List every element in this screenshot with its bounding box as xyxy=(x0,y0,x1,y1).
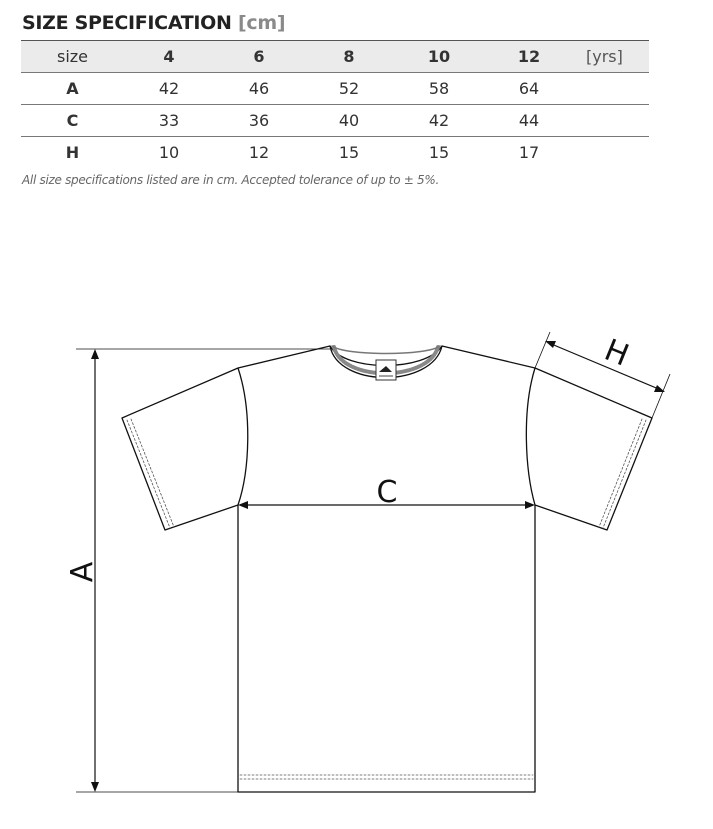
table-cell: 12 xyxy=(248,143,270,162)
dimension-a xyxy=(76,349,330,792)
table-cell: 52 xyxy=(338,79,360,98)
table-cell: 17 xyxy=(518,143,540,162)
table-cell: 46 xyxy=(248,79,270,98)
label-a: A xyxy=(65,561,100,583)
table-cell: 58 xyxy=(428,79,450,98)
header-size-8: 8 xyxy=(343,47,355,66)
table-cell: 15 xyxy=(428,143,450,162)
header-size-label: size xyxy=(56,47,89,66)
table-cell: 42 xyxy=(158,79,180,98)
header-unit: [yrs] xyxy=(586,47,623,66)
table-cell: 42 xyxy=(428,111,450,130)
header-size-10: 10 xyxy=(427,47,451,66)
neck-label-icon xyxy=(376,360,396,380)
row-label-a: A xyxy=(66,79,79,98)
title-main: SIZE SPECIFICATION xyxy=(22,12,232,34)
title-unit: [cm] xyxy=(237,12,286,34)
label-h: H xyxy=(599,332,634,374)
row-label-c: C xyxy=(66,111,79,130)
table-cell: 10 xyxy=(158,143,180,162)
row-label-h: H xyxy=(65,143,80,162)
dimension-h xyxy=(535,332,670,418)
label-c: C xyxy=(376,475,398,510)
table-cell: 15 xyxy=(338,143,360,162)
tshirt-outline xyxy=(122,346,652,792)
table-cell: 36 xyxy=(248,111,270,130)
header-size-12: 12 xyxy=(517,47,541,66)
table-cell: 44 xyxy=(518,111,540,130)
table-cell: 40 xyxy=(338,111,360,130)
tolerance-note: All size specifications listed are in cm. Accepted tolerance of up to ± 5%. xyxy=(22,173,439,187)
table-cell: 64 xyxy=(518,79,540,98)
header-size-4: 4 xyxy=(163,47,175,66)
header-size-6: 6 xyxy=(253,47,265,66)
table-cell: 33 xyxy=(158,111,180,130)
